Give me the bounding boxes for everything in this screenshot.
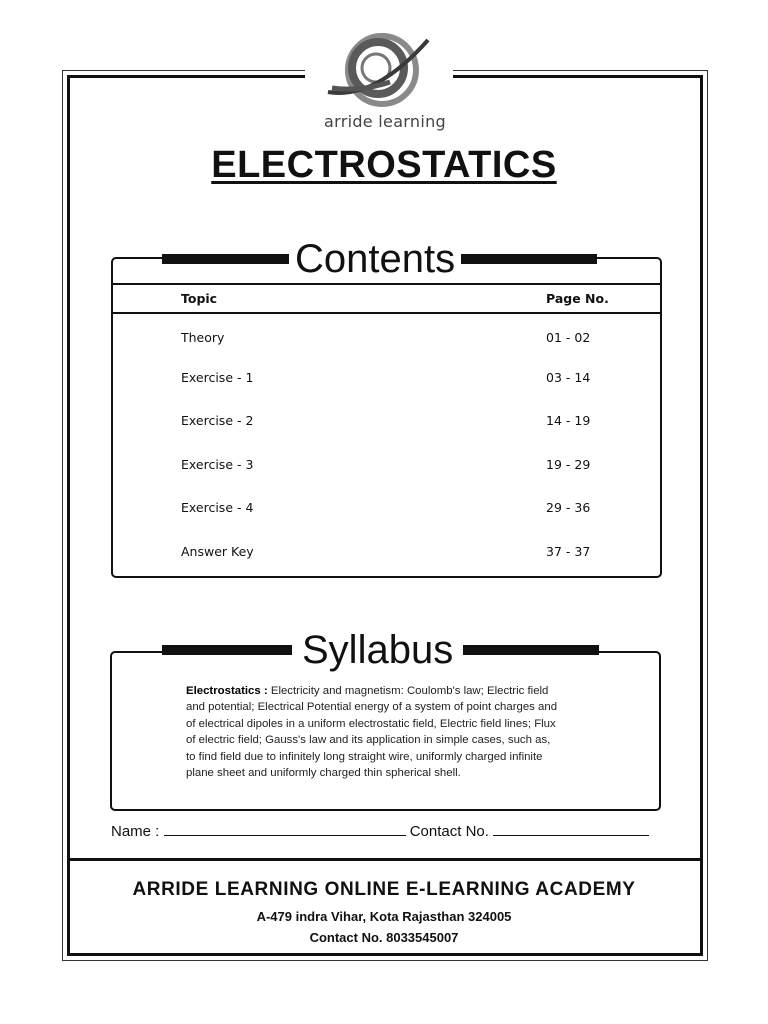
academy-contact: Contact No. 8033545007 [309,930,459,945]
toc-row-topic: Exercise - 4 [181,500,254,515]
toc-row-pages: 19 - 29 [546,457,591,472]
toc-page-header: Page No. [546,291,609,306]
toc-topic-header: Topic [181,291,218,306]
document-title: ELECTROSTATICS [211,144,557,186]
syllabus-line: and potential; Electrical Potential energy of a system of point charges and [186,701,558,714]
contents-heading [162,239,597,279]
toc-row-topic: Exercise - 2 [181,413,254,428]
toc-row-pages: 03 - 14 [546,370,591,385]
syllabus-line: of electrical dipoles in a uniform electrostatic field, Electric field lines; Flux [186,717,556,730]
contents-heading-text: Contents [289,239,461,279]
toc-row-pages: 37 - 37 [546,544,591,559]
toc-row-topic: Exercise - 3 [181,457,254,472]
syllabus-text [186,683,586,781]
student-info-line [111,821,649,840]
toc-row-topic: Exercise - 1 [181,370,254,385]
name-label: Name : [111,823,160,840]
name-field[interactable] [164,821,406,836]
syllabus-line: of electric field; Gauss's law and its application in simple cases, such as, [186,734,551,747]
toc-row-topic: Answer Key [181,544,254,559]
brand-name: arride learning [324,112,446,131]
syllabus-heading-text: Syllabus [292,630,463,670]
footer-divider [67,858,703,861]
syllabus-label: Electrostatics : [186,685,268,697]
toc-row-pages: 01 - 02 [546,330,591,345]
logo-swirl-icon [320,30,450,112]
contact-field[interactable] [493,821,649,836]
toc-row-pages: 14 - 19 [546,413,591,428]
contact-label: Contact No. [409,823,489,840]
syllabus-line: to find field due to infinitely long straight wire, uniformly charged infinite [186,750,543,763]
brand-logo [320,30,450,130]
academy-name: ARRIDE LEARNING ONLINE E-LEARNING ACADEMY [132,879,636,900]
syllabus-line: Electricity and magnetism: Coulomb's law; Electric field [270,685,549,697]
academy-address: A-479 indra Vihar, Kota Rajasthan 324005 [256,909,512,924]
toc-row-topic: Theory [181,330,225,345]
syllabus-line: plane sheet and uniformly charged thin spherical shell. [186,767,461,780]
toc-row-pages: 29 - 36 [546,500,591,515]
syllabus-heading [162,630,599,670]
